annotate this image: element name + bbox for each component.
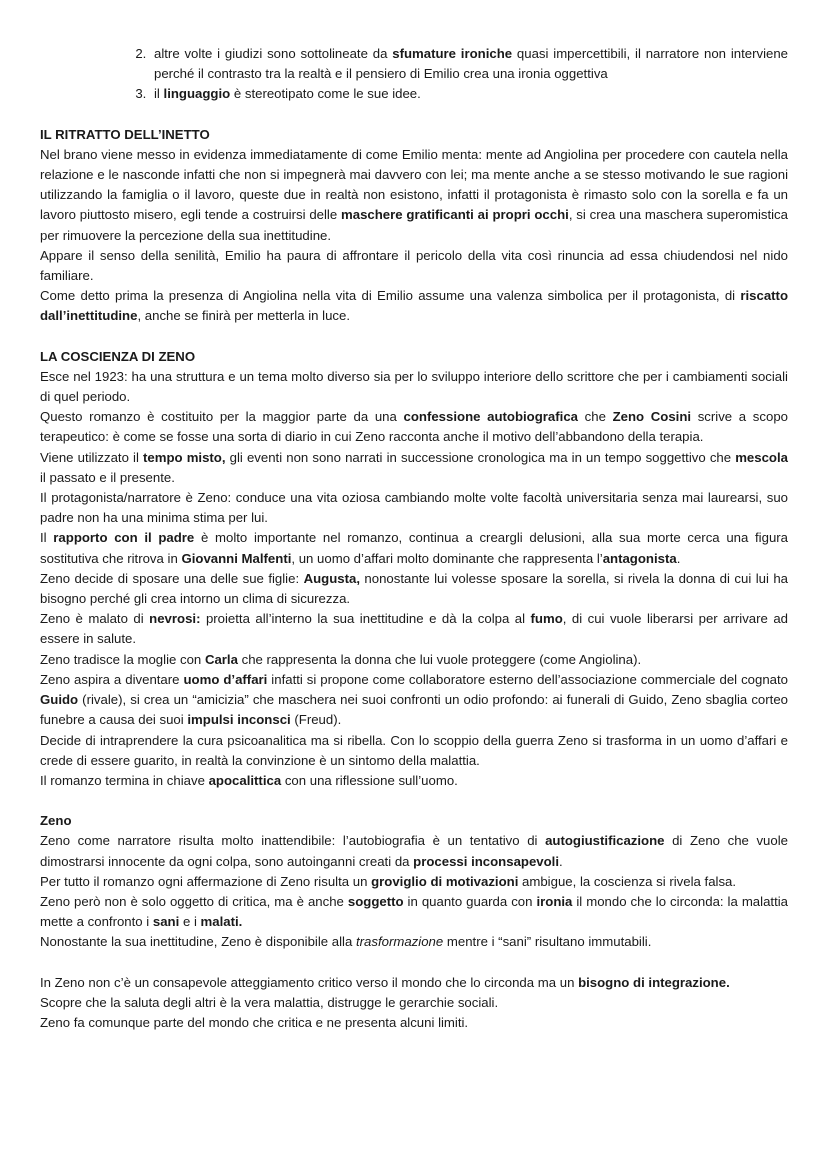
paragraph (40, 488, 788, 528)
section (40, 811, 788, 1033)
text-run: quasi impercettibili, il narratore non interviene perché il contrasto tra la realtà e il pensiero di Emilio crea una ironia oggettiva (154, 46, 789, 82)
paragraph (40, 670, 788, 731)
numbered-list (40, 44, 788, 105)
text-run: proietta all’interno la sua inettitudine e dà la colpa al (200, 611, 531, 627)
bold-text: linguaggio (163, 86, 231, 102)
text-run: mentre i “sani” risultano immutabili. (443, 934, 652, 950)
text-run: è molto importante nel romanzo, continua a creargli delusioni, alla sua morte cerca una figura sostitutiva che ritrova in (40, 530, 789, 566)
text-run: Zeno tradisce la moglie con (40, 651, 205, 667)
text-run: Il (40, 530, 54, 546)
text-run: di Zeno che vuole dimostrarsi innocente da ogni colpa, sono autoinganni creati da (40, 833, 788, 869)
bold-text: Giovanni Malfenti (181, 550, 292, 566)
section-heading: LA COSCIENZA DI ZENO (40, 348, 196, 364)
paragraph (40, 569, 788, 609)
text-run: Zeno è malato di (40, 611, 150, 627)
section (40, 125, 788, 327)
paragraph (40, 771, 788, 791)
text-run: Zeno fa comunque parte del mondo che critica e ne presenta alcuni limiti. (40, 1014, 469, 1030)
list-item (150, 84, 788, 104)
text-run: . (559, 853, 563, 869)
paragraph (40, 407, 788, 447)
text-run: , si crea una maschera superomistica per rimuovere la percezione della sua inettitudine. (40, 207, 788, 243)
section-heading: IL RITRATTO DELL’INETTO (40, 126, 210, 142)
bold-text: sfumature ironiche (392, 46, 513, 61)
paragraph (40, 1013, 788, 1033)
text-run: . (676, 550, 681, 566)
text-run: , anche se finirà per metterla in luce. (137, 308, 351, 324)
bold-text: sani (152, 914, 180, 930)
section (40, 347, 788, 791)
bold-text: apocalittica (208, 772, 282, 788)
text-run: ambigue, la coscienza si rivela falsa. (518, 873, 737, 889)
bold-text: maschere gratificanti ai propri occhi (341, 207, 569, 223)
paragraph (40, 872, 788, 892)
paragraph (40, 892, 788, 932)
text-run: il mondo che lo circonda: la malattia mette a confronto i (40, 893, 788, 930)
italic-text: trasformazione (355, 934, 444, 950)
text-run: Nel brano viene messo in evidenza immediatamente di come Emilio menta: mente ad Angiolina per procedere con cautela nella relazione e le nasconde infatti che non si impegnerà mai davvero con lei; ma mente anche a se stesso motivando le sue ragioni utilizzando la famiglia o il lavoro, queste due in realtà non esistono, infatti il protagonista è rimasto solo con la sorella e fa un lavoro piuttosto misero, egli tende a costruirsi delle (40, 146, 788, 223)
list-item (150, 44, 788, 84)
text-run: è stereotipato come le sue idee. (230, 86, 421, 102)
bold-text: bisogno di integrazione. (578, 974, 730, 990)
text-run: Nonostante la sua inettitudine, Zeno è disponibile alla (40, 934, 356, 950)
paragraph (40, 973, 788, 993)
text-run: in quanto guarda con (403, 893, 537, 909)
document-body (40, 125, 788, 1034)
paragraph (40, 246, 788, 286)
text-run: Per tutto il romanzo ogni affermazione di Zeno risulta un (40, 873, 372, 889)
bold-text: Guido (40, 692, 79, 708)
text-run: e i (179, 914, 201, 930)
text-run: , un uomo d’affari molto dominante che rappresenta l’ (291, 550, 603, 566)
text-run: che rappresenta la donna che lui vuole proteggere (come Angiolina). (237, 651, 642, 667)
bold-text: Augusta, (303, 570, 360, 586)
paragraph (40, 831, 788, 871)
bold-text: soggetto (347, 893, 404, 909)
text-run: che (577, 409, 613, 425)
paragraph-gap (40, 953, 788, 973)
bold-text: uomo d’affari (183, 671, 268, 687)
paragraph (40, 145, 788, 246)
paragraph (40, 448, 788, 488)
text-run: gli eventi non sono narrati in successione cronologica ma in un tempo soggettivo che (225, 449, 736, 465)
text-run: Zeno aspira a diventare (40, 671, 184, 687)
bold-text: malati. (200, 914, 243, 930)
text-run: con una riflessione sull’uomo. (281, 772, 458, 788)
text-run: Decide di intraprendere la cura psicoanalitica ma si ribella. Con lo scoppio della guerra Zeno si trasforma in un uomo d’affari e crede di essere guarito, in realtà la convinzione è un sintomo della malattia. (40, 732, 788, 768)
bold-text: mescola (735, 449, 788, 465)
bold-text: fumo (530, 611, 563, 627)
text-run: Appare il senso della senilità, Emilio ha paura di affrontare il pericolo della vita così rinuncia ad essa chiudendosi nel nido familiare. (40, 247, 788, 284)
text-run: scrive a scopo terapeutico: è come se fosse una sorta di diario in cui Zeno racconta anche il motivo dell’abbandono della terapia. (40, 409, 788, 445)
bold-text: riscatto dall’inettitudine (40, 288, 788, 324)
text-run: Zeno però non è solo oggetto di critica, ma è anche (40, 893, 348, 909)
text-run: In Zeno non c’è un consapevole atteggiamento critico verso il mondo che lo circonda ma un (40, 974, 579, 990)
text-run: il passato e il presente. (40, 469, 175, 485)
text-run: Zeno come narratore risulta molto inattendibile: l’autobiografia è un tentativo di (40, 833, 546, 849)
text-run: (Freud). (290, 712, 342, 728)
text-run: Esce nel 1923: ha una struttura e un tema molto diverso sia per lo sviluppo interiore dello scrittore che per i cambiamenti sociali di quel periodo. (40, 368, 788, 405)
bold-text: antagonista (602, 550, 677, 566)
section-heading: Zeno (40, 813, 72, 829)
bold-text: tempo misto, (143, 449, 226, 465)
bold-text: autogiustificazione (545, 833, 665, 849)
bold-text: processi inconsapevoli (413, 853, 560, 869)
bold-text: Carla (204, 651, 238, 667)
text-run: Scopre che la saluta degli altri è la vera malattia, distrugge le gerarchie sociali. (40, 994, 499, 1010)
text-run: nonostante lui volesse sposare la sorella, si rivela la donna di cui lui ha bisogno perché gli crea intorno un clima di sicurezza. (40, 570, 788, 607)
text-run: altre volte i giudizi sono sottolineate da (154, 46, 393, 61)
text-run: infatti si propone come collaboratore esterno dell’associazione commerciale del cognato (267, 671, 788, 687)
bold-text: confessione autobiografica (403, 409, 578, 425)
paragraph (40, 932, 788, 952)
text-run: , di cui vuole liberarsi per arrivare ad essere in salute. (40, 611, 788, 647)
paragraph (40, 528, 788, 568)
paragraph (40, 609, 788, 649)
text-run: Zeno decide di sposare una delle sue figlie: (40, 570, 304, 586)
paragraph (40, 993, 788, 1013)
bold-text: groviglio di motivazioni (371, 873, 519, 889)
text-run: Come detto prima la presenza di Angiolina nella vita di Emilio assume una valenza simbolica per il protagonista, di (40, 288, 741, 304)
text-run: Viene utilizzato il (40, 449, 144, 465)
paragraph (40, 650, 788, 670)
bold-text: Zeno Cosini (612, 409, 692, 425)
text-run: il (154, 86, 164, 102)
paragraph (40, 367, 788, 407)
text-run: Il protagonista/narratore è Zeno: conduce una vita oziosa cambiando molte volte facoltà universitaria senza mai laurearsi, suo padre non ha una minima stima per lui. (40, 490, 788, 526)
text-run: Questo romanzo è costituito per la maggior parte da una (40, 409, 404, 425)
bold-text: nevrosi: (149, 611, 201, 627)
paragraph (40, 286, 788, 326)
text-run: (rivale), si crea un “amicizia” che maschera nei suoi confronti un odio profondo: ai funerali di Guido, Zeno sbaglia corteo funebre a causa dei suoi (40, 692, 788, 728)
bold-text: ironia (536, 893, 573, 909)
bold-text: rapporto con il padre (53, 530, 195, 546)
text-run: Il romanzo termina in chiave (40, 772, 209, 788)
bold-text: impulsi inconsci (187, 712, 291, 728)
paragraph (40, 731, 788, 771)
